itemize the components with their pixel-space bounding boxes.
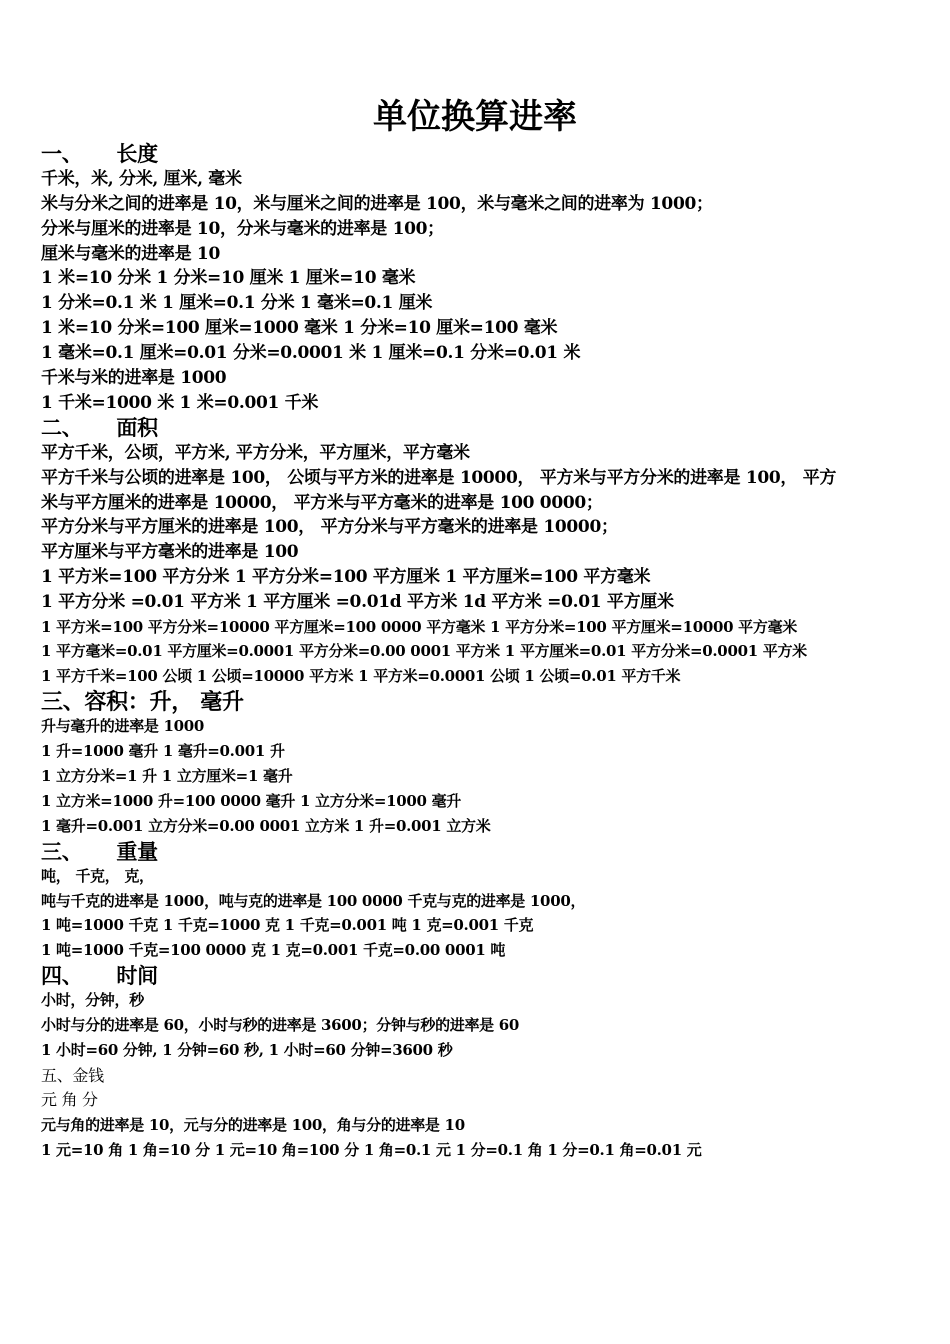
section-number: 二、 (41, 415, 83, 440)
volume-line: 1 毫升=0.001 立方分米=0.00 0001 立方米 1 升=0.001 立方米 (41, 817, 491, 835)
area-line: 平方千米与公顷的进率是 100， 公顷与平方米的进率是 10000， 平方米与平方分米的进率是 100， 平方 (41, 468, 837, 488)
section-heading-area (41, 415, 158, 441)
page-title: 单位换算进率 (373, 97, 577, 137)
area-line: 平方厘米与平方毫米的进率是 100 (41, 542, 299, 562)
length-line: 1 分米=0.1 米 1 厘米=0.1 分米 1 毫米=0.1 厘米 (41, 293, 433, 313)
section-heading-volume: 三、容积：升， 毫升 (41, 689, 244, 715)
length-line: 1 米=10 分米 1 分米=10 厘米 1 厘米=10 毫米 (41, 268, 416, 288)
weight-line: 1 吨=1000 千克 1 千克=1000 克 1 千克=0.001 吨 1 克=0.001 千克 (41, 916, 534, 934)
area-line: 平方分米与平方厘米的进率是 100， 平方分米与平方毫米的进率是 10000； (41, 517, 618, 537)
area-line: 1 平方米=100 平方分米 1 平方分米=100 平方厘米 1 平方厘米=100 平方毫米 (41, 567, 651, 587)
volume-line: 1 立方分米=1 升 1 立方厘米=1 毫升 (41, 767, 293, 785)
length-line: 分米与厘米的进率是 10，分米与毫米的进率是 100； (41, 219, 444, 239)
weight-line: 吨， 千克， 克， (41, 867, 154, 885)
section-title: 时间 (116, 963, 158, 988)
volume-line: 升与毫升的进率是 1000 (41, 717, 205, 735)
weight-line: 1 吨=1000 千克=100 0000 克 1 克=0.001 千克=0.00 0001 吨 (41, 941, 506, 959)
length-line: 1 毫米=0.1 厘米=0.01 分米=0.0001 米 1 厘米=0.1 分米=0.01 米 (41, 343, 581, 363)
length-line: 千米与米的进率是 1000 (41, 368, 227, 388)
section-number: 三、 (41, 839, 83, 864)
time-line: 小时与分的进率是 60，小时与秒的进率是 3600；分钟与秒的进率是 60 (41, 1016, 520, 1034)
area-line: 米与平方厘米的进率是 10000， 平方米与平方毫米的进率是 100 0000； (41, 493, 603, 513)
section-number: 四、 (41, 963, 83, 988)
time-line: 1 小时=60 分钟, 1 分钟=60 秒, 1 小时=60 分钟=3600 秒 (41, 1041, 453, 1059)
section-number: 一、 (41, 141, 83, 166)
money-line: 1 元=10 角 1 角=10 分 1 元=10 角=100 分 1 角=0.1 元 1 分=0.1 角 1 分=0.1 角=0.01 元 (41, 1141, 702, 1159)
area-small-line: 1 平方千米=100 公顷 1 公顷=10000 平方米 1 平方米=0.0001 公顷 1 公顷=0.01 平方千米 (41, 667, 681, 685)
area-small-line: 1 平方毫米=0.01 平方厘米=0.0001 平方分米=0.00 0001 平方米 1 平方厘米=0.01 平方分米=0.0001 平方米 (41, 642, 807, 660)
area-small-line: 1 平方米=100 平方分米=10000 平方厘米=100 0000 平方毫米 1 平方分米=100 平方厘米=10000 平方毫米 (41, 618, 797, 636)
length-units: 千米，米, 分米, 厘米, 毫米 (41, 169, 242, 189)
length-line: 米与分米之间的进率是 10，米与厘米之间的进率是 100，米与毫米之间的进率为 1000； (41, 194, 713, 214)
money-line: 元与角的进率是 10，元与分的进率是 100，角与分的进率是 10 (41, 1116, 465, 1134)
time-line: 小时，分钟，秒 (41, 991, 144, 1009)
section-heading-length (41, 141, 158, 167)
section-title: 面积 (116, 415, 158, 440)
length-line: 1 千米=1000 米 1 米=0.001 千米 (41, 393, 319, 413)
section-heading-weight (41, 839, 158, 865)
volume-line: 1 升=1000 毫升 1 毫升=0.001 升 (41, 742, 285, 760)
section-title: 长度 (116, 141, 158, 166)
area-units: 平方千米，公顷，平方米, 平方分米，平方厘米，平方毫米 (41, 443, 470, 463)
section-title: 重量 (116, 839, 158, 864)
section-heading-time (41, 963, 158, 989)
area-line: 1 平方分米 =0.01 平方米 1 平方厘米 =0.01d 平方米 1d 平方米 =0.01 平方厘米 (41, 592, 674, 612)
section-heading-money: 五、金钱 (41, 1066, 104, 1085)
length-line: 1 米=10 分米=100 厘米=1000 毫米 1 分米=10 厘米=100 毫米 (41, 318, 558, 338)
length-line: 厘米与毫米的进率是 10 (41, 244, 220, 264)
weight-line: 吨与千克的进率是 1000，吨与克的进率是 100 0000 千克与克的进率是 1000， (41, 892, 586, 910)
volume-line: 1 立方米=1000 升=100 0000 毫升 1 立方分米=1000 毫升 (41, 792, 461, 810)
money-line: 元 角 分 (41, 1090, 98, 1109)
